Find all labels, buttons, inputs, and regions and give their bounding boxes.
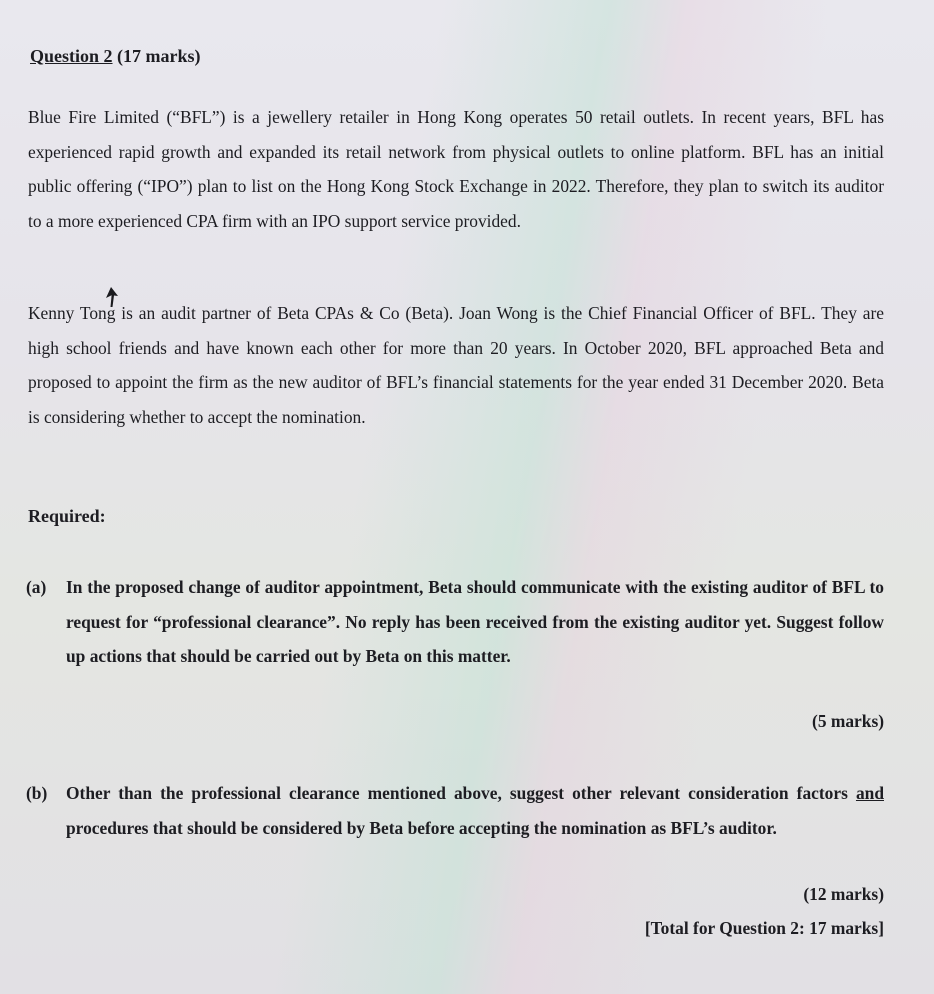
part-a-letter: (a) bbox=[26, 577, 47, 597]
scenario-paragraph-1: Blue Fire Limited (“BFL”) is a jewellery retailer in Hong Kong operates 50 retail outlets. In recent years, BFL has experienced rapid growth and expanded its retail network from physical outlets to online platform. BFL has an initial public offering (“IPO”) plan to list on the Hong Kong Stock Exchange in 2022. Therefore, they plan to switch its auditor to a more experienced CPA firm with an IPO support service provided. bbox=[28, 107, 884, 231]
part-b-marks: (12 marks) bbox=[803, 884, 884, 904]
part-b-underlined-word: and bbox=[855, 783, 884, 803]
part-b-letter: (b) bbox=[26, 783, 48, 803]
required-heading: Required: bbox=[28, 506, 106, 526]
part-b-text-after: procedures that should be considered by Beta before accepting the nomination as BFL’s auditor. bbox=[66, 817, 777, 838]
part-a-marks: (5 marks) bbox=[812, 711, 884, 731]
part-b-text bbox=[66, 776, 884, 845]
question-total: [Total for Question 2: 17 marks] bbox=[644, 918, 884, 938]
part-b-text-before: Other than the professional clearance mentioned above, suggest other relevant consideration factors bbox=[66, 783, 856, 803]
scenario-paragraph-2: Kenny Tong is an audit partner of Beta CPAs & Co (Beta). Joan Wong is the Chief Financial Officer of BFL. They are high school friends and have known each other for more than 20 years. In October 2020, BFL approached Beta and proposed to appoint the firm as the new auditor of BFL’s financial statements for the year ended 31 December 2020. Beta is considering whether to accept the nomination. bbox=[28, 303, 884, 427]
part-b bbox=[26, 776, 884, 845]
question-number: Question 2 bbox=[30, 46, 113, 66]
part-a-text: In the proposed change of auditor appointment, Beta should communicate with the existing auditor of BFL to request for “professional clearance”. No reply has been received from the existing auditor yet. Suggest follow up actions that should be carried out by Beta on this matter. bbox=[66, 577, 884, 666]
part-a bbox=[26, 570, 884, 674]
question-marks: (17 marks) bbox=[117, 46, 201, 66]
question-heading bbox=[30, 46, 201, 67]
